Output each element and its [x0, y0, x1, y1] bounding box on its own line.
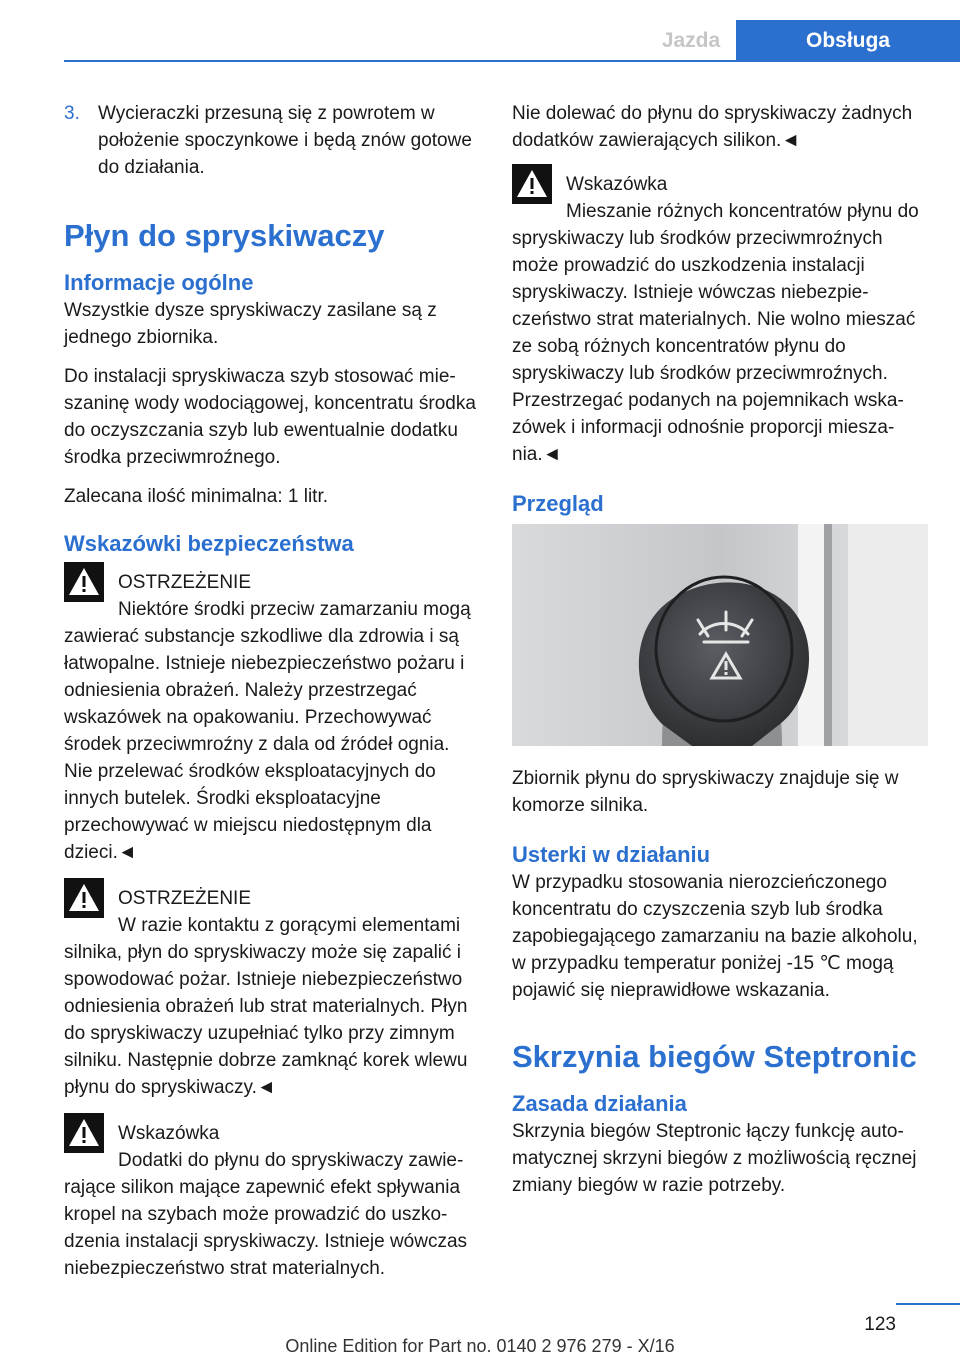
subsection-faults: Usterki w działaniu: [512, 842, 711, 867]
info-paragraph-2: Do instalacji spryskiwacza szyb stosować mieszaninę wody wodociągowej, koncentratu środka do oczyszczania szyb lub ewentualnie dodatku środka przeciwmroźnego.: [64, 366, 476, 468]
warning-triangle-icon: [64, 878, 104, 918]
principle-paragraph: Skrzynia biegów Steptronic łączy funkcję automatycznej skrzyni biegów z możliwością ręcznej zmiany biegów w razie potrzeby.: [512, 1121, 917, 1196]
warning-block-2: [64, 880, 482, 1101]
note-block-2: [512, 166, 930, 468]
note-title: Wskazówka: [118, 1122, 220, 1144]
warning-block-1: [64, 564, 482, 866]
faults-paragraph: W przypadku stosowania nierozcieńczonego koncentratu do czyszczenia szyb lub środka zapobiegającego zamarzaniu na bazie alkoholu, w przypadku temperatur poniżej -15 ℃ mogą pojawić się nieprawidłowe wskazania.: [512, 872, 918, 1001]
warning-title: OSTRZEŻENIE: [118, 887, 252, 909]
warning-body: W razie kontaktu z gorącymi elementami silnika, płyn do spryskiwaczy może się zapalić i spowodować pożar. Istnieje niebezpieczeństwo odniesienia obrażeń lub strat materialnych. Płyn do spryskiwaczy uzupełniać tylko przy zimnym silniku. Następnie dobrze zamknąć korek wlewu płynu do spryskiwaczy.◄: [64, 915, 468, 1098]
overview-paragraph: Zbiornik płynu do spryskiwaczy znajduje się w komorze silnika.: [512, 768, 899, 816]
note-body: Dodatki do płynu do spryskiwaczy zawierające silikon mające zapewnić efekt spływania kropel na szybach może prowadzić do uszkodzenia instalacji spryskiwaczy. Istnieje wówczas niebezpieczeństwo strat materialnych.: [64, 1150, 468, 1279]
warning-triangle-icon: [64, 1113, 104, 1153]
header-rule: [64, 60, 960, 62]
continued-paragraph: Nie dolewać do płynu do spryskiwaczy żadnych dodatków zawierających silikon.◄: [512, 103, 913, 151]
subsection-overview: Przegląd: [512, 491, 604, 516]
warning-body: Niektóre środki przeciw zamarzaniu mogą zawierać substancje szkodliwe dla zdrowia i są łatwopalne. Istnieje niebezpieczeństwo pożaru i odniesienia obrażeń. Należy przestrzegać wskazówek na opakowaniu. Przechowywać środek przeciwmroźny z dala od źródeł ognia. Nie przelewać środków eksploatacyjnych do innych butelek. Środki eksploatacyjne przechowywać w miejscu niedostępnym dla dzieci.◄: [64, 599, 471, 863]
step-text: Wycieraczki przesuną się z powrotem w położenie spoczynkowe i będą znów gotowe do działania.: [98, 103, 472, 178]
washer-reservoir-cap-photo: [512, 524, 928, 746]
info-paragraph-3: Zalecana ilość minimalna: 1 litr.: [64, 486, 328, 507]
warning-triangle-icon: [64, 562, 104, 602]
subsection-safety: Wskazówki bezpieczeństwa: [64, 531, 354, 556]
note-body: Mieszanie różnych koncentratów płynu do spryskiwaczy lub środków przeciwmroźnych może prowadzić do uszkodzenia instalacji spryskiwaczy. Istnieje wówczas niebezpieczeństwo strat materialnych. Nie wolno mieszać ze sobą różnych koncentratów płynu do spryskiwaczy lub środków przeciwmroźnych. Przestrzegać podanych na pojemnikach wskazówek i informacji odnośnie proporcji mieszania.◄: [512, 201, 919, 465]
warning-title: OSTRZEŻENIE: [118, 571, 252, 593]
note-block-1: [64, 1115, 482, 1282]
subsection-general-info: Informacje ogólne: [64, 270, 254, 295]
right-column: [512, 100, 930, 1211]
step-number: 3.: [64, 103, 80, 124]
section-title-washer-fluid: Płyn do spryskiwaczy: [64, 218, 385, 253]
header-tab-obsluga[interactable]: Obsługa: [736, 20, 960, 62]
subsection-principle: Zasada działania: [512, 1091, 687, 1116]
header-tab-jazda[interactable]: Jazda: [661, 29, 721, 52]
section-title-steptronic: Skrzynia biegów Steptronic: [512, 1039, 917, 1074]
page-number: 123: [864, 1314, 896, 1335]
left-column: [64, 100, 482, 1296]
footer-rule: [896, 1303, 960, 1305]
step-3: [64, 100, 482, 181]
note-title: Wskazówka: [566, 173, 668, 195]
warning-triangle-icon: [512, 164, 552, 204]
info-paragraph-1: Wszystkie dysze spryskiwaczy zasilane są z jednego zbiornika.: [64, 300, 437, 348]
edition-line: Online Edition for Part no. 0140 2 976 279 - X/16: [285, 1336, 675, 1356]
